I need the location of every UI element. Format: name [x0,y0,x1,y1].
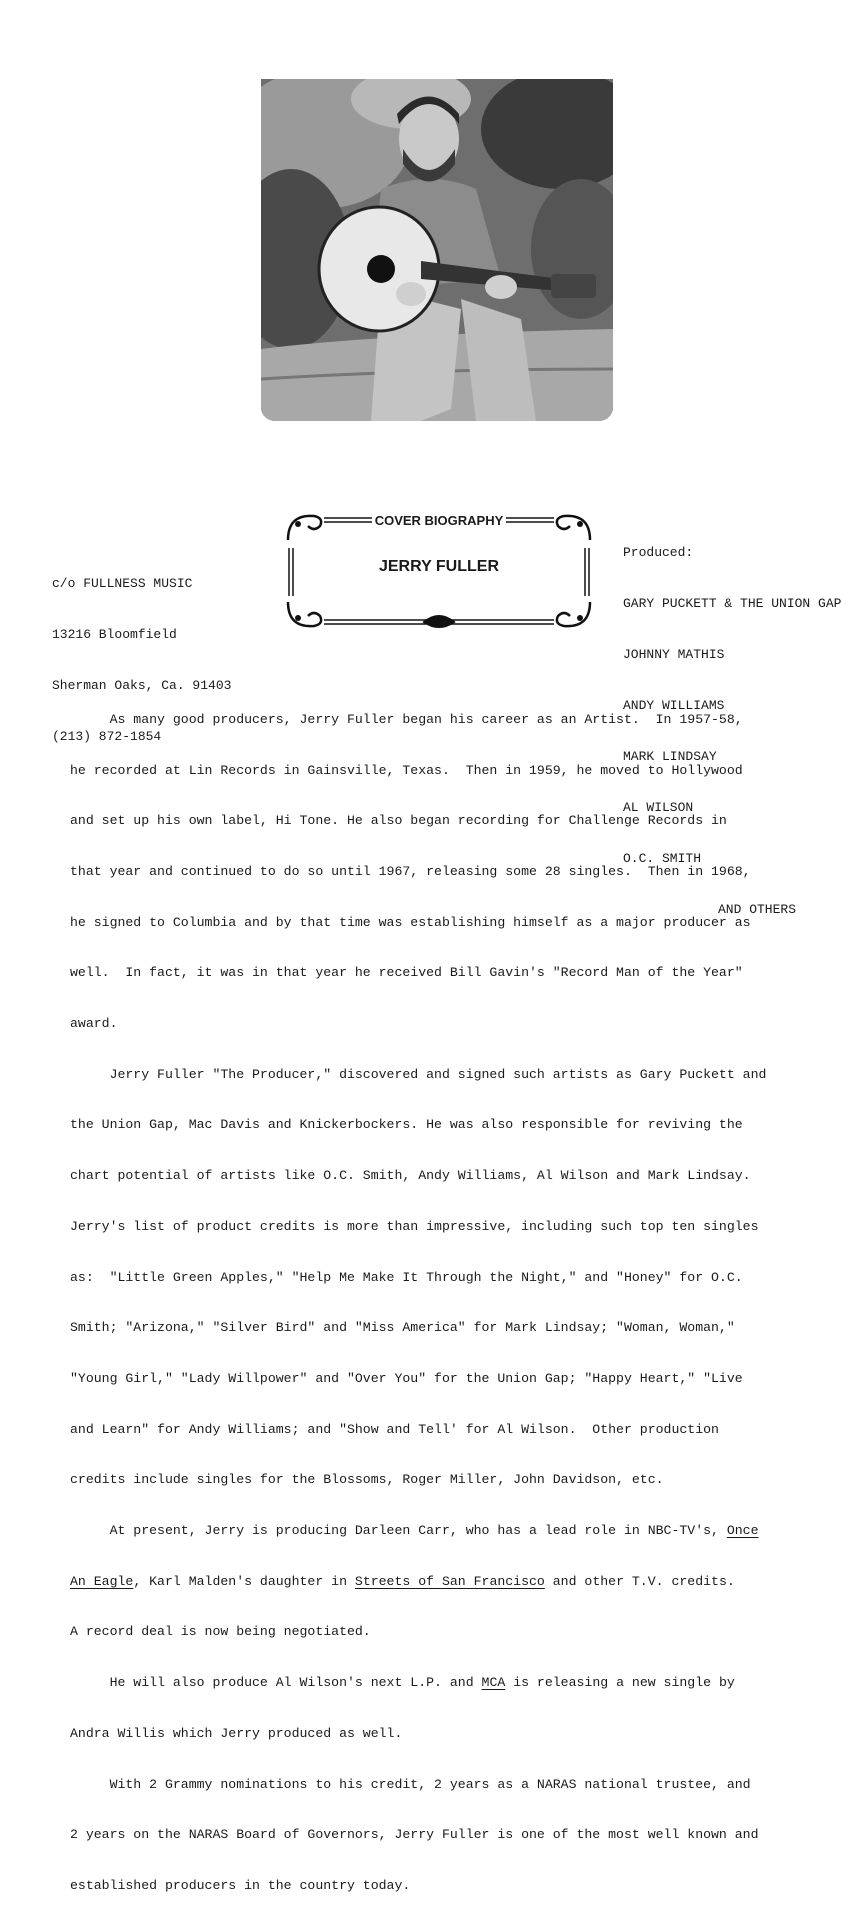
bio-line [70,1523,830,1540]
tv-show-title: Streets of San Francisco [354,1573,545,1589]
record-label-name: MCA [481,1675,506,1691]
produced-artist: MARK LINDSAY [623,749,717,764]
bio-line [70,1574,830,1591]
bio-text: At present, Jerry is producing Darleen Carr, who has a lead role in NBC-TV's, [70,1523,727,1539]
bio-line: With 2 Grammy nominations to his credit, 2 years as a NARAS national trustee, and [70,1776,751,1792]
contact-line: c/o FULLNESS MUSIC [52,576,193,591]
bio-line: Jerry Fuller "The Producer," discovered and signed such artists as Gary Puckett and [70,1066,767,1082]
contact-line: 13216 Bloomfield [52,627,177,642]
produced-others: AND OTHERS [718,902,797,917]
produced-artist: O.C. SMITH [623,851,702,866]
biography-text [70,678,830,1912]
portrait-photo [261,79,613,421]
bio-line: As many good producers, Jerry Fuller began his career as an Artist. In 1957-58, [70,711,743,727]
bio-line: established producers in the country today. [70,1877,411,1893]
contact-line: (213) 872-1854 [52,729,162,744]
bio-line: credits include singles for the Blossoms, Roger Miller, John Davidson, etc. [70,1472,664,1488]
bio-line: chart potential of artists like O.C. Smith, Andy Williams, Al Wilson and Mark Lindsay. [70,1168,751,1184]
bio-text: He will also produce Al Wilson's next L.P. and [70,1675,482,1691]
bio-text: , Karl Malden's daughter in [133,1573,355,1589]
produced-artist: GARY PUCKETT & THE UNION GAP [623,596,842,611]
bio-text: and other T.V. credits. [544,1573,735,1589]
bio-line: well. In fact, it was in that year he received Bill Gavin's "Record Man of the Year" [70,965,743,981]
bio-text: is releasing a new single by [505,1675,735,1691]
produced-artist: AL WILSON [623,800,694,815]
bio-line: Jerry's list of product credits is more than impressive, including such top ten singles [70,1218,759,1234]
bio-line: Andra Willis which Jerry produced as well. [70,1725,403,1741]
tv-show-title: Once [726,1523,759,1539]
bio-line: 2 years on the NARAS Board of Governors, Jerry Fuller is one of the most well known and [70,1827,759,1843]
bio-line: and set up his own label, Hi Tone. He also began recording for Challenge Records in [70,813,727,829]
bio-line: as: "Little Green Apples," "Help Me Make It Through the Night," and "Honey" for O.C. [70,1269,743,1285]
bio-line [70,1675,830,1692]
bio-line: he signed to Columbia and by that time was establishing himself as a major producer as [70,914,751,930]
bio-line: he recorded at Lin Records in Gainsville, Texas. Then in 1959, he moved to Hollywood [70,762,743,778]
produced-artist: JOHNNY MATHIS [623,647,725,662]
bio-line: award. [70,1016,118,1032]
bio-line: the Union Gap, Mac Davis and Knickerbockers. He was also responsible for reviving the [70,1117,743,1133]
produced-label: Produced: [623,545,694,560]
artist-name: JERRY FULLER [378,558,499,575]
cover-biography-box [284,510,594,632]
cover-biography-heading: COVER BIOGRAPHY [372,513,507,528]
contact-line: Sherman Oaks, Ca. 91403 [52,678,232,693]
bio-line: that year and continued to do so until 1967, releasing some 28 singles. Then in 1968, [70,863,751,879]
bio-line: A record deal is now being negotiated. [70,1624,371,1640]
guitarist-photo-image [261,79,613,421]
bio-line: and Learn" for Andy Williams; and "Show and Tell' for Al Wilson. Other production [70,1421,719,1437]
bio-line: Smith; "Arizona," "Silver Bird" and "Miss America" for Mark Lindsay; "Woman, Woman," [70,1320,735,1336]
bio-line: "Young Girl," "Lady Willpower" and "Over You" for the Union Gap; "Happy Heart," "Live [70,1370,743,1386]
tv-show-title: An Eagle [70,1573,134,1589]
produced-artist: ANDY WILLIAMS [623,698,725,713]
